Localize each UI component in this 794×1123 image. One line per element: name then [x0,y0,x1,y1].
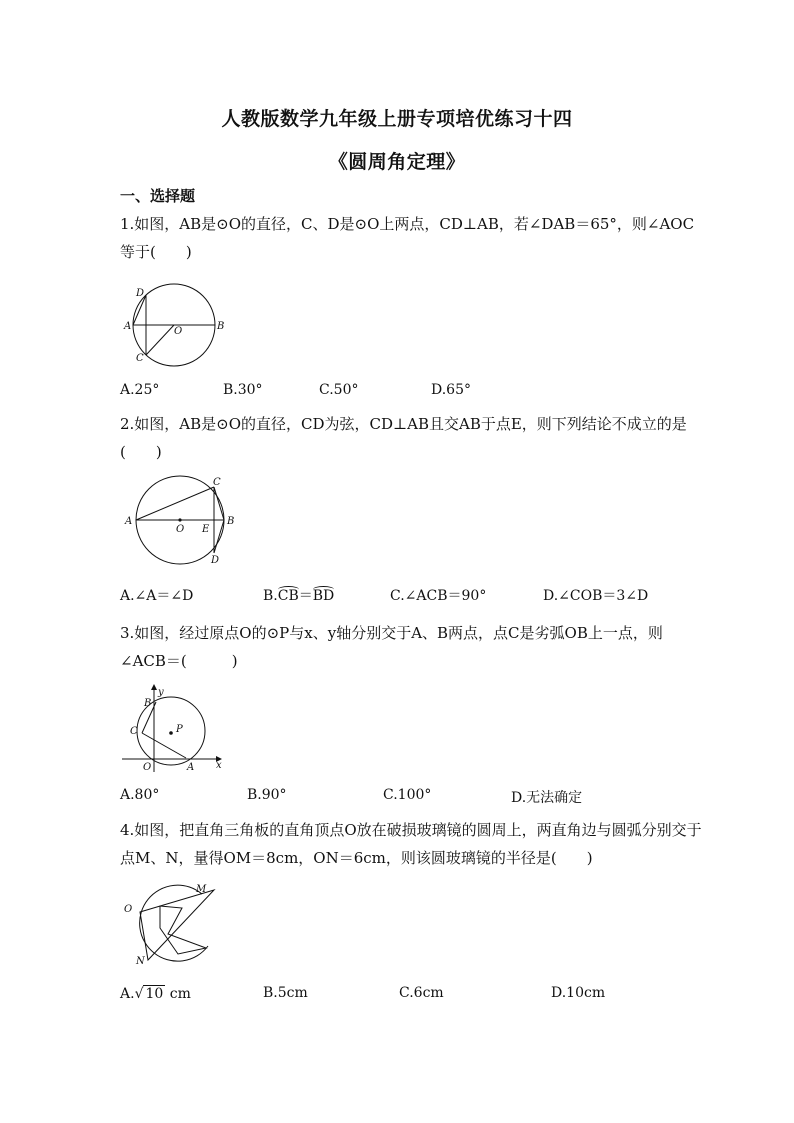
q4-option-a-radicand: 10 [145,986,164,1002]
q4-option-a-prefix: A. [120,986,135,1002]
q2-label-e: E [202,524,210,535]
question-2-text: 2.如图，AB是⊙O的直径，CD为弦，CD⊥AB且交AB于点E，则下列结论不成立的是( ) [120,415,687,461]
q1-options [120,382,705,404]
q1-label-a: A [124,321,132,332]
q1-option-a[interactable]: A.25° [120,382,160,398]
q2-option-a[interactable]: A.∠A＝∠D [120,588,194,604]
q1-option-b[interactable]: B.30° [223,382,263,398]
q4-label-o: O [124,904,133,915]
q3-label-p: P [176,724,183,735]
q1-label-o: O [174,326,183,337]
q3-option-b[interactable]: B.90° [247,787,287,803]
q4-option-a-unit: cm [165,986,191,1002]
q2-option-b-arc-bd: BD [312,588,335,604]
q3-label-a: A [187,762,195,773]
q2-option-d[interactable]: D.∠COB＝3∠D [543,588,649,604]
question-1-text: 1.如图，AB是⊙O的直径，C、D是⊙O上两点，CD⊥AB，若∠DAB＝65°，则∠AOC等于( ) [120,215,695,261]
q1-label-c: C [136,353,144,364]
q4-label-m: M [196,884,207,895]
q1-option-d[interactable]: D.65° [431,382,471,398]
q2-label-b: B [227,516,235,527]
q2-option-b-equals: ＝ [298,588,313,604]
question-3-text: 3.如图，经过原点O的⊙P与x、y轴分别交于A、B两点，点C是劣弧OB上一点，则∠ACB＝( ) [120,624,663,670]
q2-figure [118,474,248,568]
q3-label-x: x [216,760,222,771]
q4-option-d[interactable]: D.10cm [551,985,606,1001]
q2-option-b-arc-cb: CB [277,588,299,604]
question-4-text: 4.如图，把直角三角板的直角顶点O放在破损玻璃镜的圆周上，两直角边与圆弧分别交于点M、N，量得OM＝8cm，ON＝6cm，则该圆玻璃镜的半径是( ) [120,821,702,867]
q2-option-c[interactable]: C.∠ACB＝90° [390,588,487,604]
q3-label-b: B [144,698,152,709]
q3-option-a[interactable]: A.80° [120,787,160,803]
q3-options [120,787,705,809]
q2-option-b[interactable] [263,585,334,605]
q4-label-n: N [136,956,145,967]
q4-option-b[interactable]: B.5cm [263,985,308,1001]
q4-options [120,985,705,1007]
q2-option-b-prefix: B. [263,588,278,604]
q4-option-a[interactable] [120,985,191,1002]
q2-label-o: O [176,524,185,535]
sqrt-icon: √ [134,986,144,1002]
q1-label-d: D [136,288,145,299]
q2-label-a: A [125,516,133,527]
page-title: 人教版数学九年级上册专项培优练习十四 [221,108,573,130]
q2-label-c: C [213,477,221,488]
q4-option-c[interactable]: C.6cm [399,985,444,1001]
q3-option-c[interactable]: C.100° [383,787,432,803]
q1-figure [118,282,228,372]
q3-option-d[interactable]: D.无法确定 [511,790,583,806]
q3-label-c: C [130,726,138,737]
q2-label-d: D [211,555,220,566]
section-heading: 一、选择题 [120,187,196,205]
q1-option-c[interactable]: C.50° [319,382,359,398]
q2-options [120,585,705,607]
q3-label-y: y [158,687,164,698]
q3-figure [118,682,228,774]
q3-label-o: O [143,762,152,773]
page-subtitle: 《圆周角定理》 [328,151,466,173]
q4-figure [118,878,228,970]
q1-label-b: B [217,321,225,332]
